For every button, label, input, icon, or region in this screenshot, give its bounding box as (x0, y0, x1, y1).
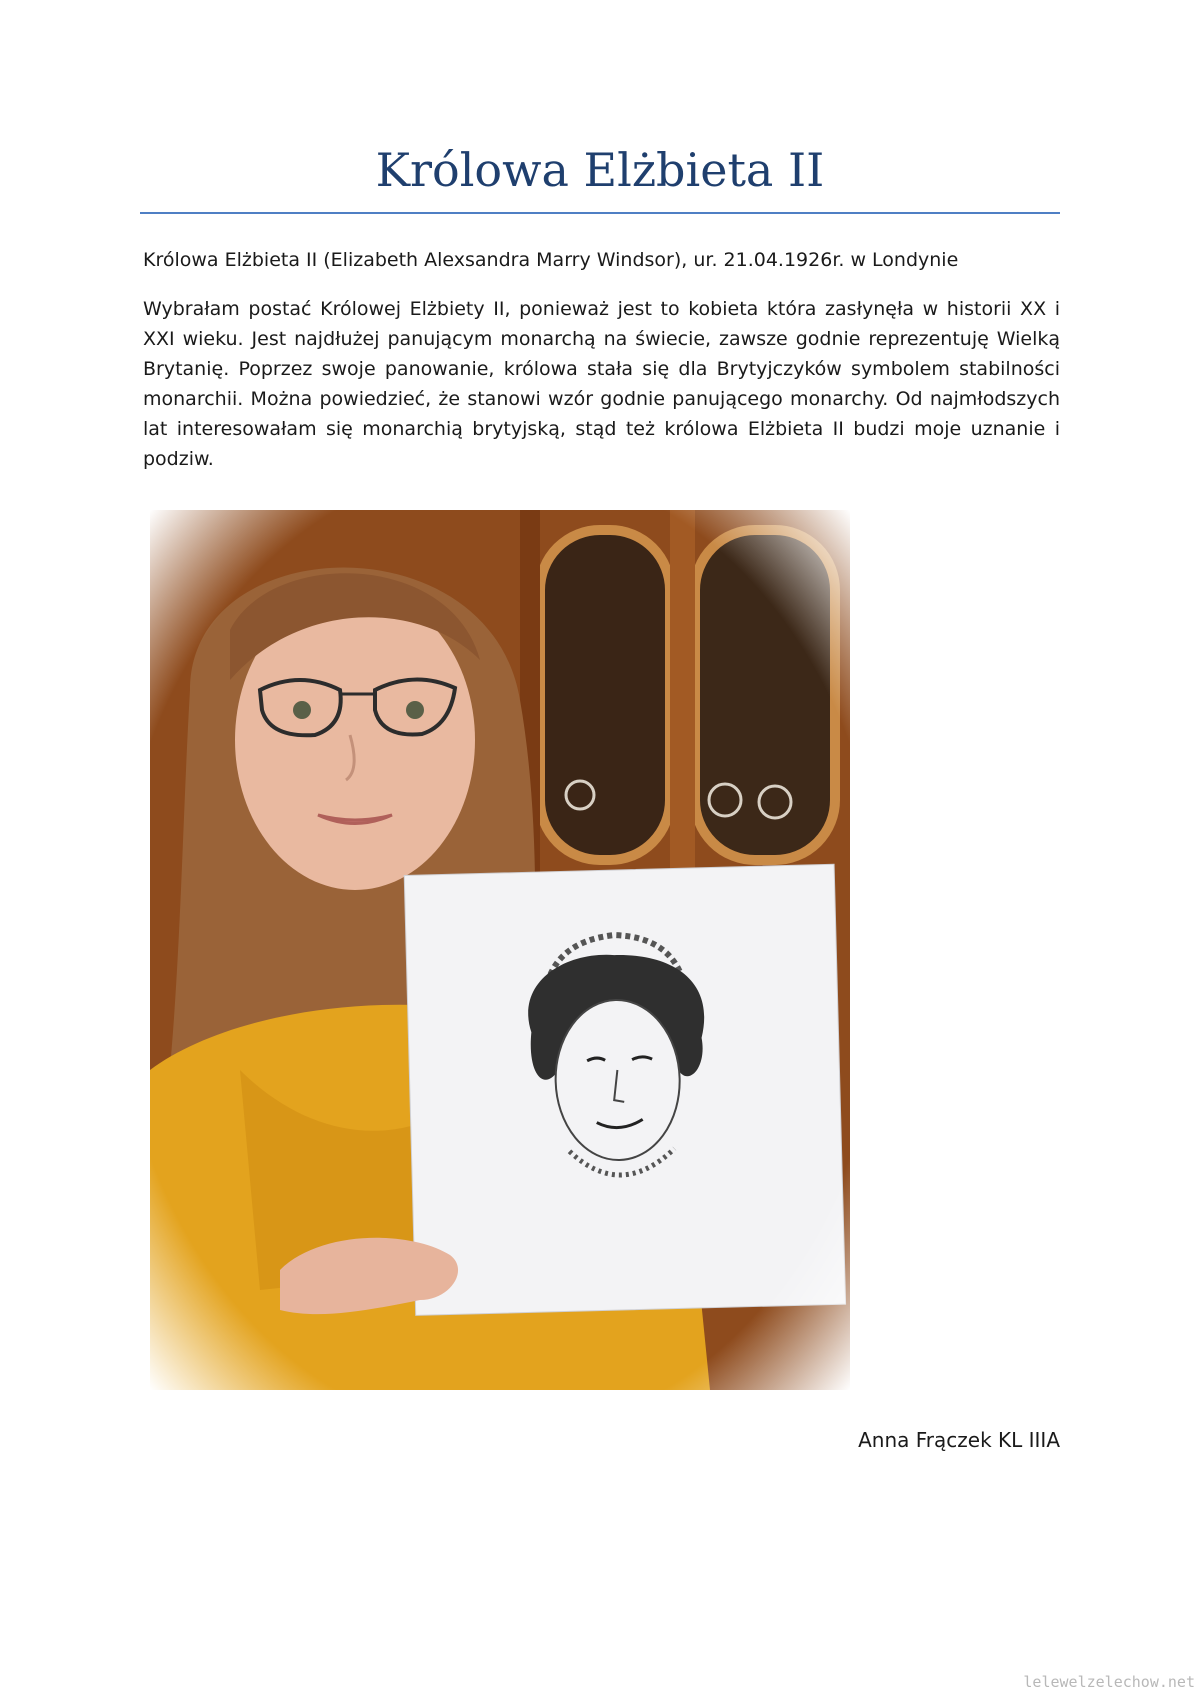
cabinet-pillar (670, 510, 695, 890)
body-paragraph: Wybrałam postać Królowej Elżbiety II, ponieważ jest to kobieta która zasłynęła w historii XX i XXI wieku. Jest najdłużej panującym monarchą na świecie, zawsze godnie reprezentuję Wielką Brytanię. Poprzez swoje panowanie, królowa stała się dla Brytyjczyków symbolem stabilności monarchii. Można powiedzieć, że stanowi wzór godnie panującego monarchy. Od najmłodszych lat interesowałam się monarchią brytyjską, stąd też królowa Elżbieta II budzi moje uznanie i podziw. (143, 298, 1060, 470)
portrait-photo-illustration (150, 510, 850, 1390)
author-signature: Anna Frączek KL IIIA (858, 1428, 1060, 1452)
watermark: lelewelzelechow.net (1023, 1673, 1195, 1691)
eye-right (406, 701, 424, 719)
eye-left (293, 701, 311, 719)
cabinet-glass-door-right (695, 530, 835, 860)
cabinet-glass-door-left (540, 530, 670, 860)
title-underline (140, 212, 1060, 214)
intro-line: Królowa Elżbieta II (Elizabeth Alexsandra Marry Windsor), ur. 21.04.1926r. w Londynie (143, 249, 959, 271)
portrait-photo (150, 510, 850, 1390)
drawing-paper (404, 864, 845, 1315)
page-title: Królowa Elżbieta II (375, 143, 825, 197)
